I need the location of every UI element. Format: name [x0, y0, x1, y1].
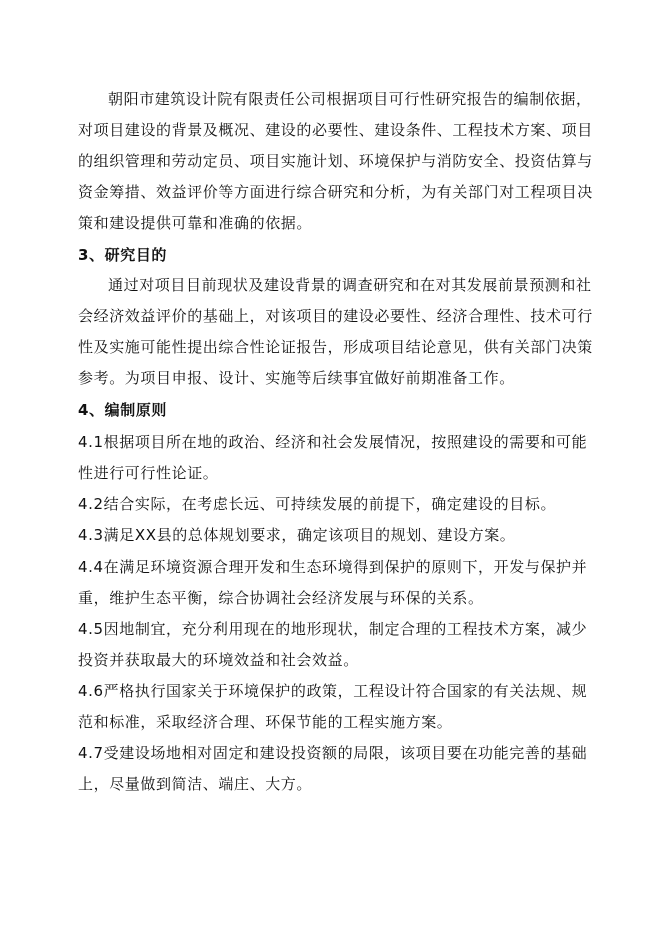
principle-4-2: 4.2结合实际，在考虑长远、可持续发展的前提下，确定建设的目标。: [78, 495, 557, 513]
intro-paragraph: 朝阳市建筑设计院有限责任公司根据项目可行性研究报告的编制依据，对项目建设的背景及概况、建设的必要性、建设条件、工程技术方案、项目的组织管理和劳动定员、项目实施计划、环境保护与消防安全、投资估算与资金筹措、效益评价等方面进行综合研究和分析，为有关部门对工程项目决策和建设提供可靠和准确的依据。: [78, 90, 593, 232]
principle-4-3: 4.3满足XX县的总体规划要求，确定该项目的规划、建设方案。: [78, 526, 516, 544]
principle-4-5: 4.5因地制宜，充分利用现在的地形现状，制定合理的工程技术方案，减少投资并获取最大的环境效益和社会效益。: [78, 620, 588, 669]
principle-4-4: 4.4在满足环境资源合理开发和生态环境得到保护的原则下，开发与保护并重，维护生态平衡，综合协调社会经济发展与环保的关系。: [78, 558, 588, 607]
principle-4-1: 4.1根据项目所在地的政治、经济和社会发展情况，按照建设的需要和可能性进行可行性论证。: [78, 433, 588, 482]
section-4-heading: 4、编制原则: [78, 401, 168, 419]
section-3-paragraph: 通过对项目目前现状及建设背景的调查研究和在对其发展前景预测和社会经济效益评价的基础上，对该项目的建设必要性、经济合理性、技术可行性及实施可能性提出综合性论证报告，形成项目结论意见，供有关部门决策参考。为项目申报、设计、实施等后续事宜做好前期准备工作。: [78, 276, 593, 387]
principle-4-6: 4.6严格执行国家关于环境保护的政策，工程设计符合国家的有关法规、规范和标准，采取经济合理、环保节能的工程实施方案。: [78, 682, 588, 731]
principle-4-7: 4.7受建设场地相对固定和建设投资额的局限，该项目要在功能完善的基础上，尽量做到简洁、端庄、大方。: [78, 744, 588, 793]
section-3-heading: 3、研究目的: [78, 246, 168, 264]
